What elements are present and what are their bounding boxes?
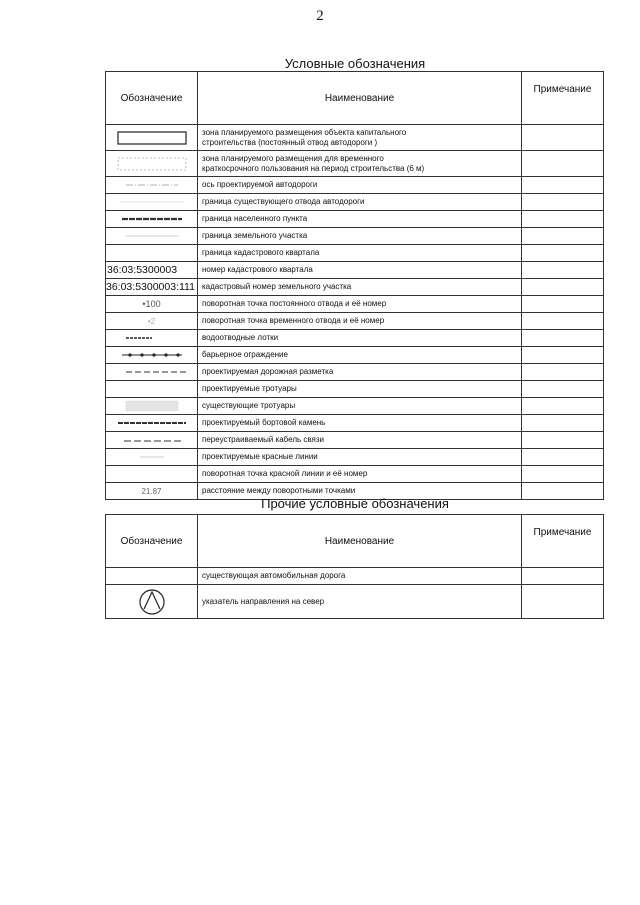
symbol-cell (106, 177, 198, 194)
note-cell (522, 296, 604, 313)
note-cell (522, 262, 604, 279)
table-row (106, 415, 604, 432)
permanent-zone-symbol (112, 128, 192, 148)
name-cell: переустраиваемый кабель связи (198, 432, 522, 449)
table-row (106, 432, 604, 449)
name-cell: поворотная точка красной линии и её номер (198, 466, 522, 483)
symbol-cell (106, 262, 198, 279)
note-cell (522, 585, 604, 619)
name-cell: поворотная точка постоянного отвода и её номер (198, 296, 522, 313)
table-row (106, 194, 604, 211)
name-cell: проектируемая дорожная разметка (198, 364, 522, 381)
legend-title: Условные обозначения (284, 56, 426, 71)
symbol-cell (106, 398, 198, 415)
symbol-cell (106, 245, 198, 262)
note-cell (522, 330, 604, 347)
red-lines-symbol (112, 451, 192, 463)
name-cell: водоотводные лотки (198, 330, 522, 347)
table-row (106, 262, 604, 279)
note-cell (522, 151, 604, 177)
name-cell: зона планируемого размещения для временного краткосрочного пользования на период строительства (6 м) (198, 151, 522, 177)
name-cell: проектируемый бортовой камень (198, 415, 522, 432)
note-cell (522, 568, 604, 585)
table-row (106, 177, 604, 194)
symbol-cell (106, 415, 198, 432)
existing-road-border-symbol (112, 196, 192, 208)
header-name: Наименование (198, 515, 522, 568)
note-cell (522, 279, 604, 296)
temporary-zone-symbol (112, 154, 192, 174)
name-cell: ось проектируемой автодороги (198, 177, 522, 194)
note-cell (522, 432, 604, 449)
permanent-point-label: •100 (142, 299, 161, 309)
symbol-cell (106, 449, 198, 466)
table-row (106, 364, 604, 381)
existing-sidewalks-symbol (112, 399, 192, 413)
communication-cable-symbol (112, 434, 192, 446)
symbol-cell (106, 296, 198, 313)
header-note: Примечание (522, 72, 604, 125)
cadastral-plot-number: 36:03:5300003:111 (106, 281, 195, 293)
name-cell: граница земельного участка (198, 228, 522, 245)
symbol-cell (106, 151, 198, 177)
land-plot-border-symbol (112, 230, 192, 242)
table-row (106, 296, 604, 313)
name-cell: расстояние между поворотными точками (198, 483, 522, 500)
north-arrow-icon (132, 587, 172, 617)
symbol-cell (106, 585, 198, 619)
name-cell: кадастровый номер земельного участка (198, 279, 522, 296)
note-cell (522, 245, 604, 262)
note-cell (522, 398, 604, 415)
symbol-cell (106, 381, 198, 398)
note-cell (522, 381, 604, 398)
note-cell (522, 194, 604, 211)
distance-label: 21.87 (141, 487, 162, 496)
table-row (106, 151, 604, 177)
note-cell (522, 228, 604, 245)
table-row (106, 398, 604, 415)
name-cell: существующая автомобильная дорога (198, 568, 522, 585)
symbol-cell (106, 228, 198, 245)
header-note: Примечание (522, 515, 604, 568)
other-legend-table (105, 514, 604, 619)
table-row (106, 313, 604, 330)
symbol-cell (106, 313, 198, 330)
note-cell (522, 211, 604, 228)
table-row (106, 211, 604, 228)
table-row (106, 125, 604, 151)
page-number: 2 (316, 8, 324, 24)
note-cell (522, 415, 604, 432)
name-cell: граница существующего отвода автодороги (198, 194, 522, 211)
note-cell (522, 364, 604, 381)
name-cell: барьерное ограждение (198, 347, 522, 364)
symbol-cell (106, 466, 198, 483)
barrier-fence-symbol (112, 349, 192, 361)
symbol-cell (106, 211, 198, 228)
table-row (106, 585, 604, 619)
symbol-cell (106, 279, 198, 296)
table-row (106, 228, 604, 245)
legend-table (105, 71, 604, 500)
temporary-point-label: •2 (147, 317, 156, 326)
other-header-row (106, 515, 604, 568)
note-cell (522, 313, 604, 330)
header-name: Наименование (198, 72, 522, 125)
table-row (106, 330, 604, 347)
table-row (106, 466, 604, 483)
symbol-cell (106, 194, 198, 211)
header-symbol: Обозначение (106, 515, 198, 568)
name-cell: указатель направления на север (198, 585, 522, 619)
header-symbol: Обозначение (106, 72, 198, 125)
settlement-border-symbol (112, 213, 192, 225)
cadastral-quarter-number: 36:03:5300003 (107, 264, 178, 276)
symbol-cell (106, 347, 198, 364)
symbol-cell (106, 330, 198, 347)
note-cell (522, 449, 604, 466)
name-cell: существующие тротуары (198, 398, 522, 415)
name-cell: проектируемые тротуары (198, 381, 522, 398)
name-cell: зона планируемого размещения объекта капитального строительства (постоянный отвод автодороги ) (198, 125, 522, 151)
table-row (106, 381, 604, 398)
symbol-cell (106, 432, 198, 449)
drainage-trays-symbol (112, 332, 192, 344)
road-axis-symbol (112, 179, 192, 191)
name-cell: номер кадастрового квартала (198, 262, 522, 279)
name-cell: граница населенного пункта (198, 211, 522, 228)
table-row (106, 279, 604, 296)
name-cell: проектируемые красные линии (198, 449, 522, 466)
note-cell (522, 347, 604, 364)
name-cell: граница кадастрового квартала (198, 245, 522, 262)
table-row (106, 245, 604, 262)
curb-stone-symbol (112, 417, 192, 429)
note-cell (522, 177, 604, 194)
road-marking-symbol (112, 366, 192, 378)
table-row (106, 347, 604, 364)
note-cell (522, 466, 604, 483)
symbol-cell (106, 125, 198, 151)
name-cell: поворотная точка временного отвода и её номер (198, 313, 522, 330)
table-row (106, 449, 604, 466)
symbol-cell (106, 364, 198, 381)
symbol-cell (106, 568, 198, 585)
other-legend-title: Прочие условные обозначения (261, 496, 449, 511)
table-row (106, 568, 604, 585)
note-cell (522, 125, 604, 151)
legend-header-row (106, 72, 604, 125)
